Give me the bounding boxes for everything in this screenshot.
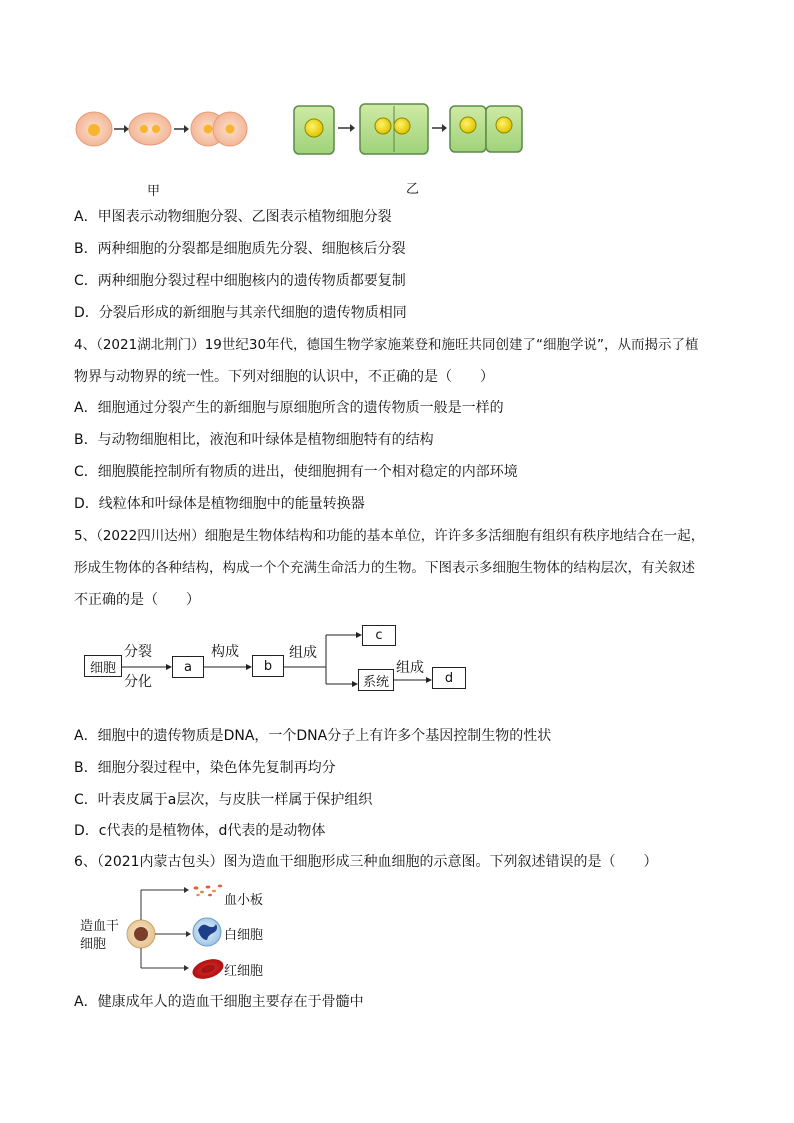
animal-cell-2 bbox=[129, 113, 171, 145]
q4-stem-line1: 4、（2021湖北荆门）19世纪30年代，德国生物学家施莱登和施旺共同创建了“细胞学说”，从而揭示了植 bbox=[74, 337, 699, 353]
q5-stem-line2: 形成生物体的各种结构，构成一个个充满生命活力的生物。下图表示多细胞生物体的结构层次，有关叙述 bbox=[74, 560, 695, 576]
q5-option-d: D．c代表的是植物体，d代表的是动物体 bbox=[74, 823, 326, 839]
figure-caption-yi: 乙 bbox=[406, 182, 420, 197]
diagram-box-cell: 细胞 bbox=[84, 655, 122, 677]
q6-stem: 6、（2021内蒙古包头）图为造血干细胞形成三种血细胞的示意图。下列叙述错误的是（ ） bbox=[74, 854, 658, 870]
animal-cell-division-figure bbox=[74, 104, 250, 154]
q3-option-b: B．两种细胞的分裂都是细胞质先分裂、细胞核后分裂 bbox=[74, 241, 406, 257]
diagram-label-differentiate: 分化 bbox=[124, 674, 152, 690]
diagram-box-b: b bbox=[252, 655, 284, 677]
diagram-box-a: a bbox=[172, 656, 204, 678]
figure-caption-jia: 甲 bbox=[147, 184, 161, 199]
diagram-label-form-2: 组成 bbox=[396, 660, 424, 676]
diagram-box-system: 系统 bbox=[358, 669, 394, 691]
white-blood-cell-label: 白细胞 bbox=[224, 928, 264, 943]
q5-option-c: C．叶表皮属于a层次，与皮肤一样属于保护组织 bbox=[74, 792, 373, 808]
diagram-box-d: d bbox=[432, 667, 466, 689]
q4-stem-line2: 物界与动物界的统一性。下列对细胞的认识中，不正确的是（ ） bbox=[74, 369, 494, 385]
q5-option-b: B．细胞分裂过程中，染色体先复制再均分 bbox=[74, 760, 336, 776]
q4-option-c: C．细胞膜能控制所有物质的进出，使细胞拥有一个相对稳定的内部环境 bbox=[74, 464, 518, 480]
stem-cell-label-line1: 造血干 bbox=[80, 919, 120, 934]
q5-stem-line3: 不正确的是（ ） bbox=[74, 592, 200, 608]
diagram-label-divide: 分裂 bbox=[124, 644, 152, 660]
red-blood-cell-icon bbox=[190, 955, 226, 982]
q4-option-d: D．线粒体和叶绿体是植物细胞中的能量转换器 bbox=[74, 496, 365, 512]
q5-stem-line1: 5、（2022四川达州）细胞是生物体结构和功能的基本单位，许许多多活细胞有组织有秩序地结合在一起， bbox=[74, 528, 705, 544]
plant-cell-division-figure bbox=[292, 102, 524, 158]
q6-option-a: A．健康成年人的造血干细胞主要存在于骨髓中 bbox=[74, 994, 364, 1010]
q3-option-a: A．甲图表示动物细胞分裂、乙图表示植物细胞分裂 bbox=[74, 209, 392, 225]
stem-cell-icon bbox=[127, 920, 155, 948]
diagram-label-form-1: 组成 bbox=[289, 645, 317, 661]
white-blood-cell-icon bbox=[193, 918, 221, 946]
platelet-label: 血小板 bbox=[224, 893, 264, 908]
q5-option-a: A．细胞中的遗传物质是DNA，一个DNA分子上有许多个基因控制生物的性状 bbox=[74, 728, 552, 744]
stem-cell-label-line2: 细胞 bbox=[80, 937, 107, 952]
red-blood-cell-label: 红细胞 bbox=[224, 964, 264, 979]
q3-option-c: C．两种细胞分裂过程中细胞核内的遗传物质都要复制 bbox=[74, 273, 406, 289]
diagram-box-c: c bbox=[362, 625, 396, 646]
q4-option-b: B．与动物细胞相比，液泡和叶绿体是植物细胞特有的结构 bbox=[74, 432, 434, 448]
q4-option-a: A．细胞通过分裂产生的新细胞与原细胞所含的遗传物质一般是一样的 bbox=[74, 400, 504, 416]
q3-option-d: D．分裂后形成的新细胞与其亲代细胞的遗传物质相同 bbox=[74, 305, 407, 321]
diagram-label-compose: 构成 bbox=[211, 644, 239, 660]
platelet-icon bbox=[194, 885, 223, 897]
